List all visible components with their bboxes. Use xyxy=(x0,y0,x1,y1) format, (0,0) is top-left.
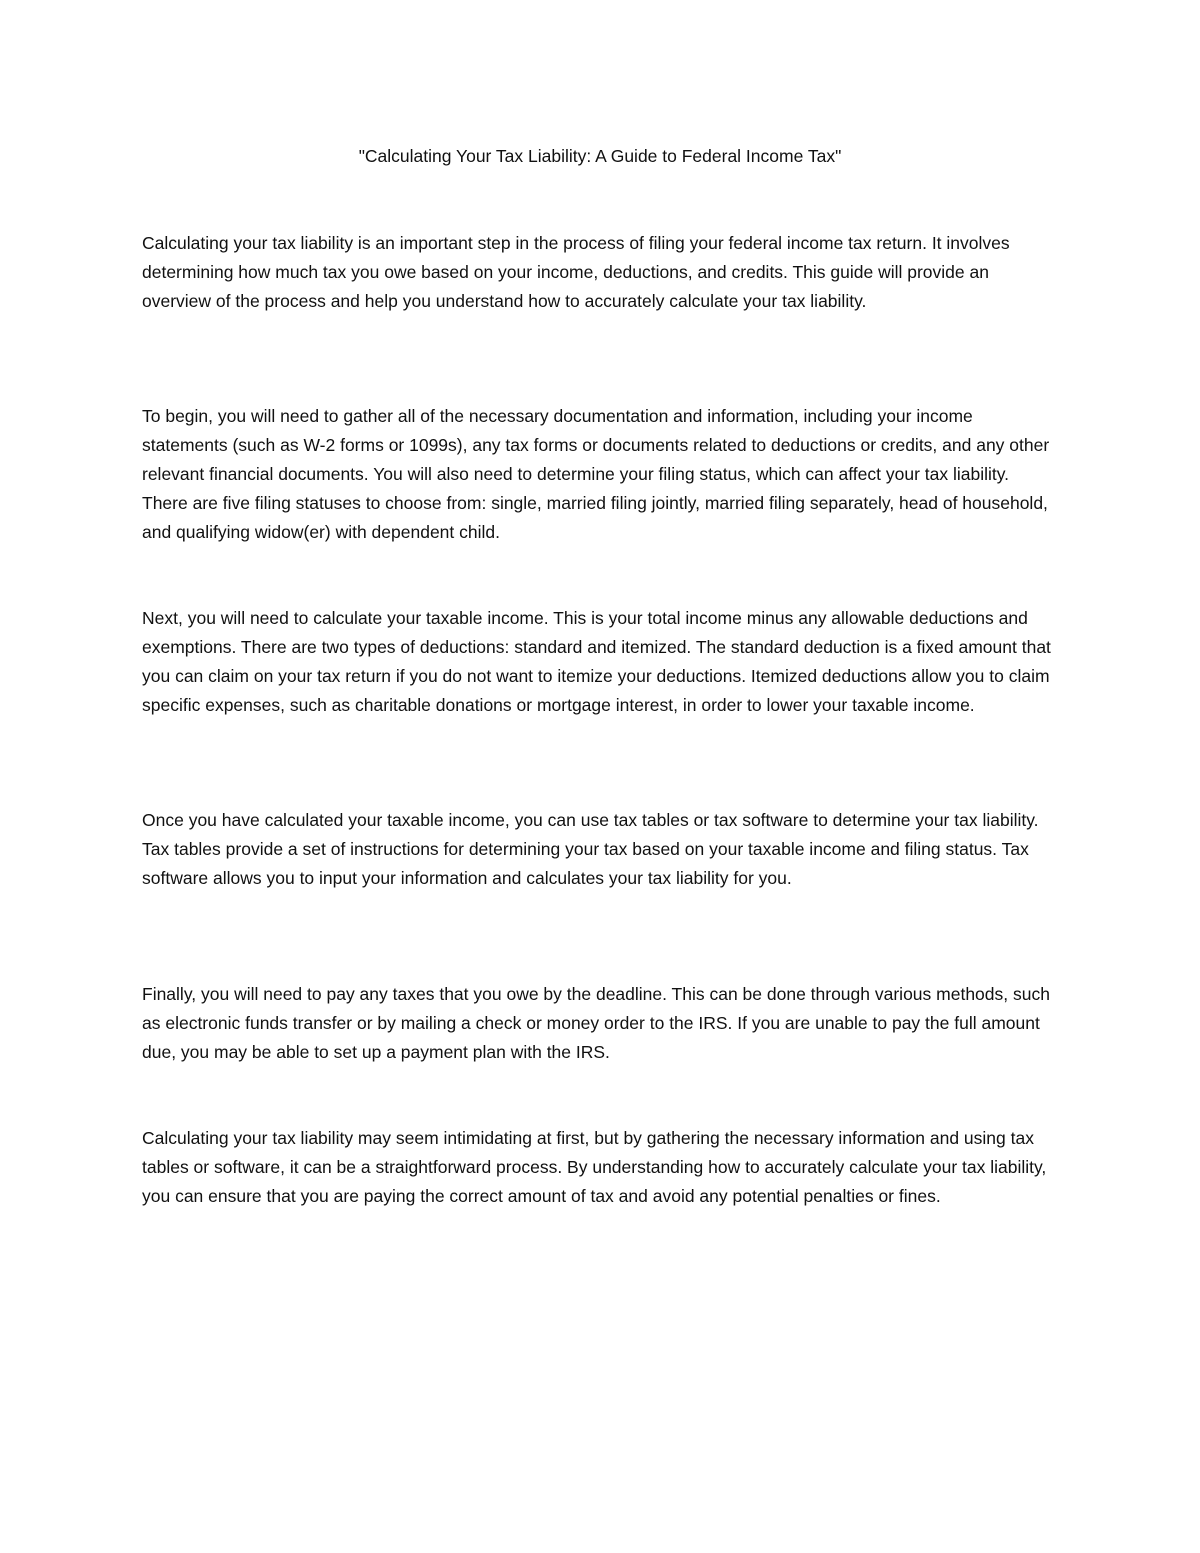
paragraph-payment: Finally, you will need to pay any taxes that you owe by the deadline. This can be done through various methods, such as electronic funds transfer or by mailing a check or money order to the IRS. If you are unable to pay the full amount due, you may be able to set up a payment plan with the IRS. xyxy=(142,984,1050,1062)
paragraph-introduction: Calculating your tax liability is an important step in the process of filing your federal income tax return. It involves determining how much tax you owe based on your income, deductions, and credits. This guide will provide an overview of the process and help you understand how to accurately calculate your tax liability. xyxy=(142,233,1010,311)
paragraph-taxable-income: Next, you will need to calculate your taxable income. This is your total income minus any allowable deductions and exemptions. There are two types of deductions: standard and itemized. The standard deduction is a fixed amount that you can claim on your tax return if you do not want to itemize your deductions. Itemized deductions allow you to claim specific expenses, such as charitable donations or mortgage interest, in order to lower your taxable income. xyxy=(142,608,1051,715)
paragraph-conclusion: Calculating your tax liability may seem intimidating at first, but by gathering the necessary information and using tax tables or software, it can be a straightforward process. By understanding how to accurately calculate your tax liability, you can ensure that you are paying the correct amount of tax and avoid any potential penalties or fines. xyxy=(142,1128,1047,1206)
document-title: "Calculating Your Tax Liability: A Guide to Federal Income Tax" xyxy=(358,146,842,166)
paragraph-tax-tables: Once you have calculated your taxable income, you can use tax tables or tax software to determine your tax liability. Tax tables provide a set of instructions for determining your tax based on your taxable income and filing status. Tax software allows you to input your information and calculates your tax liability for you. xyxy=(142,810,1039,888)
paragraph-gather-documents: To begin, you will need to gather all of the necessary documentation and information, including your income statements (such as W-2 forms or 1099s), any tax forms or documents related to deductions or credits, and any other relevant financial documents. You will also need to determine your filing status, which can affect your tax liability. There are five filing statuses to choose from: single, married filing jointly, married filing separately, head of household, and qualifying widow(er) with dependent child. xyxy=(142,406,1050,542)
